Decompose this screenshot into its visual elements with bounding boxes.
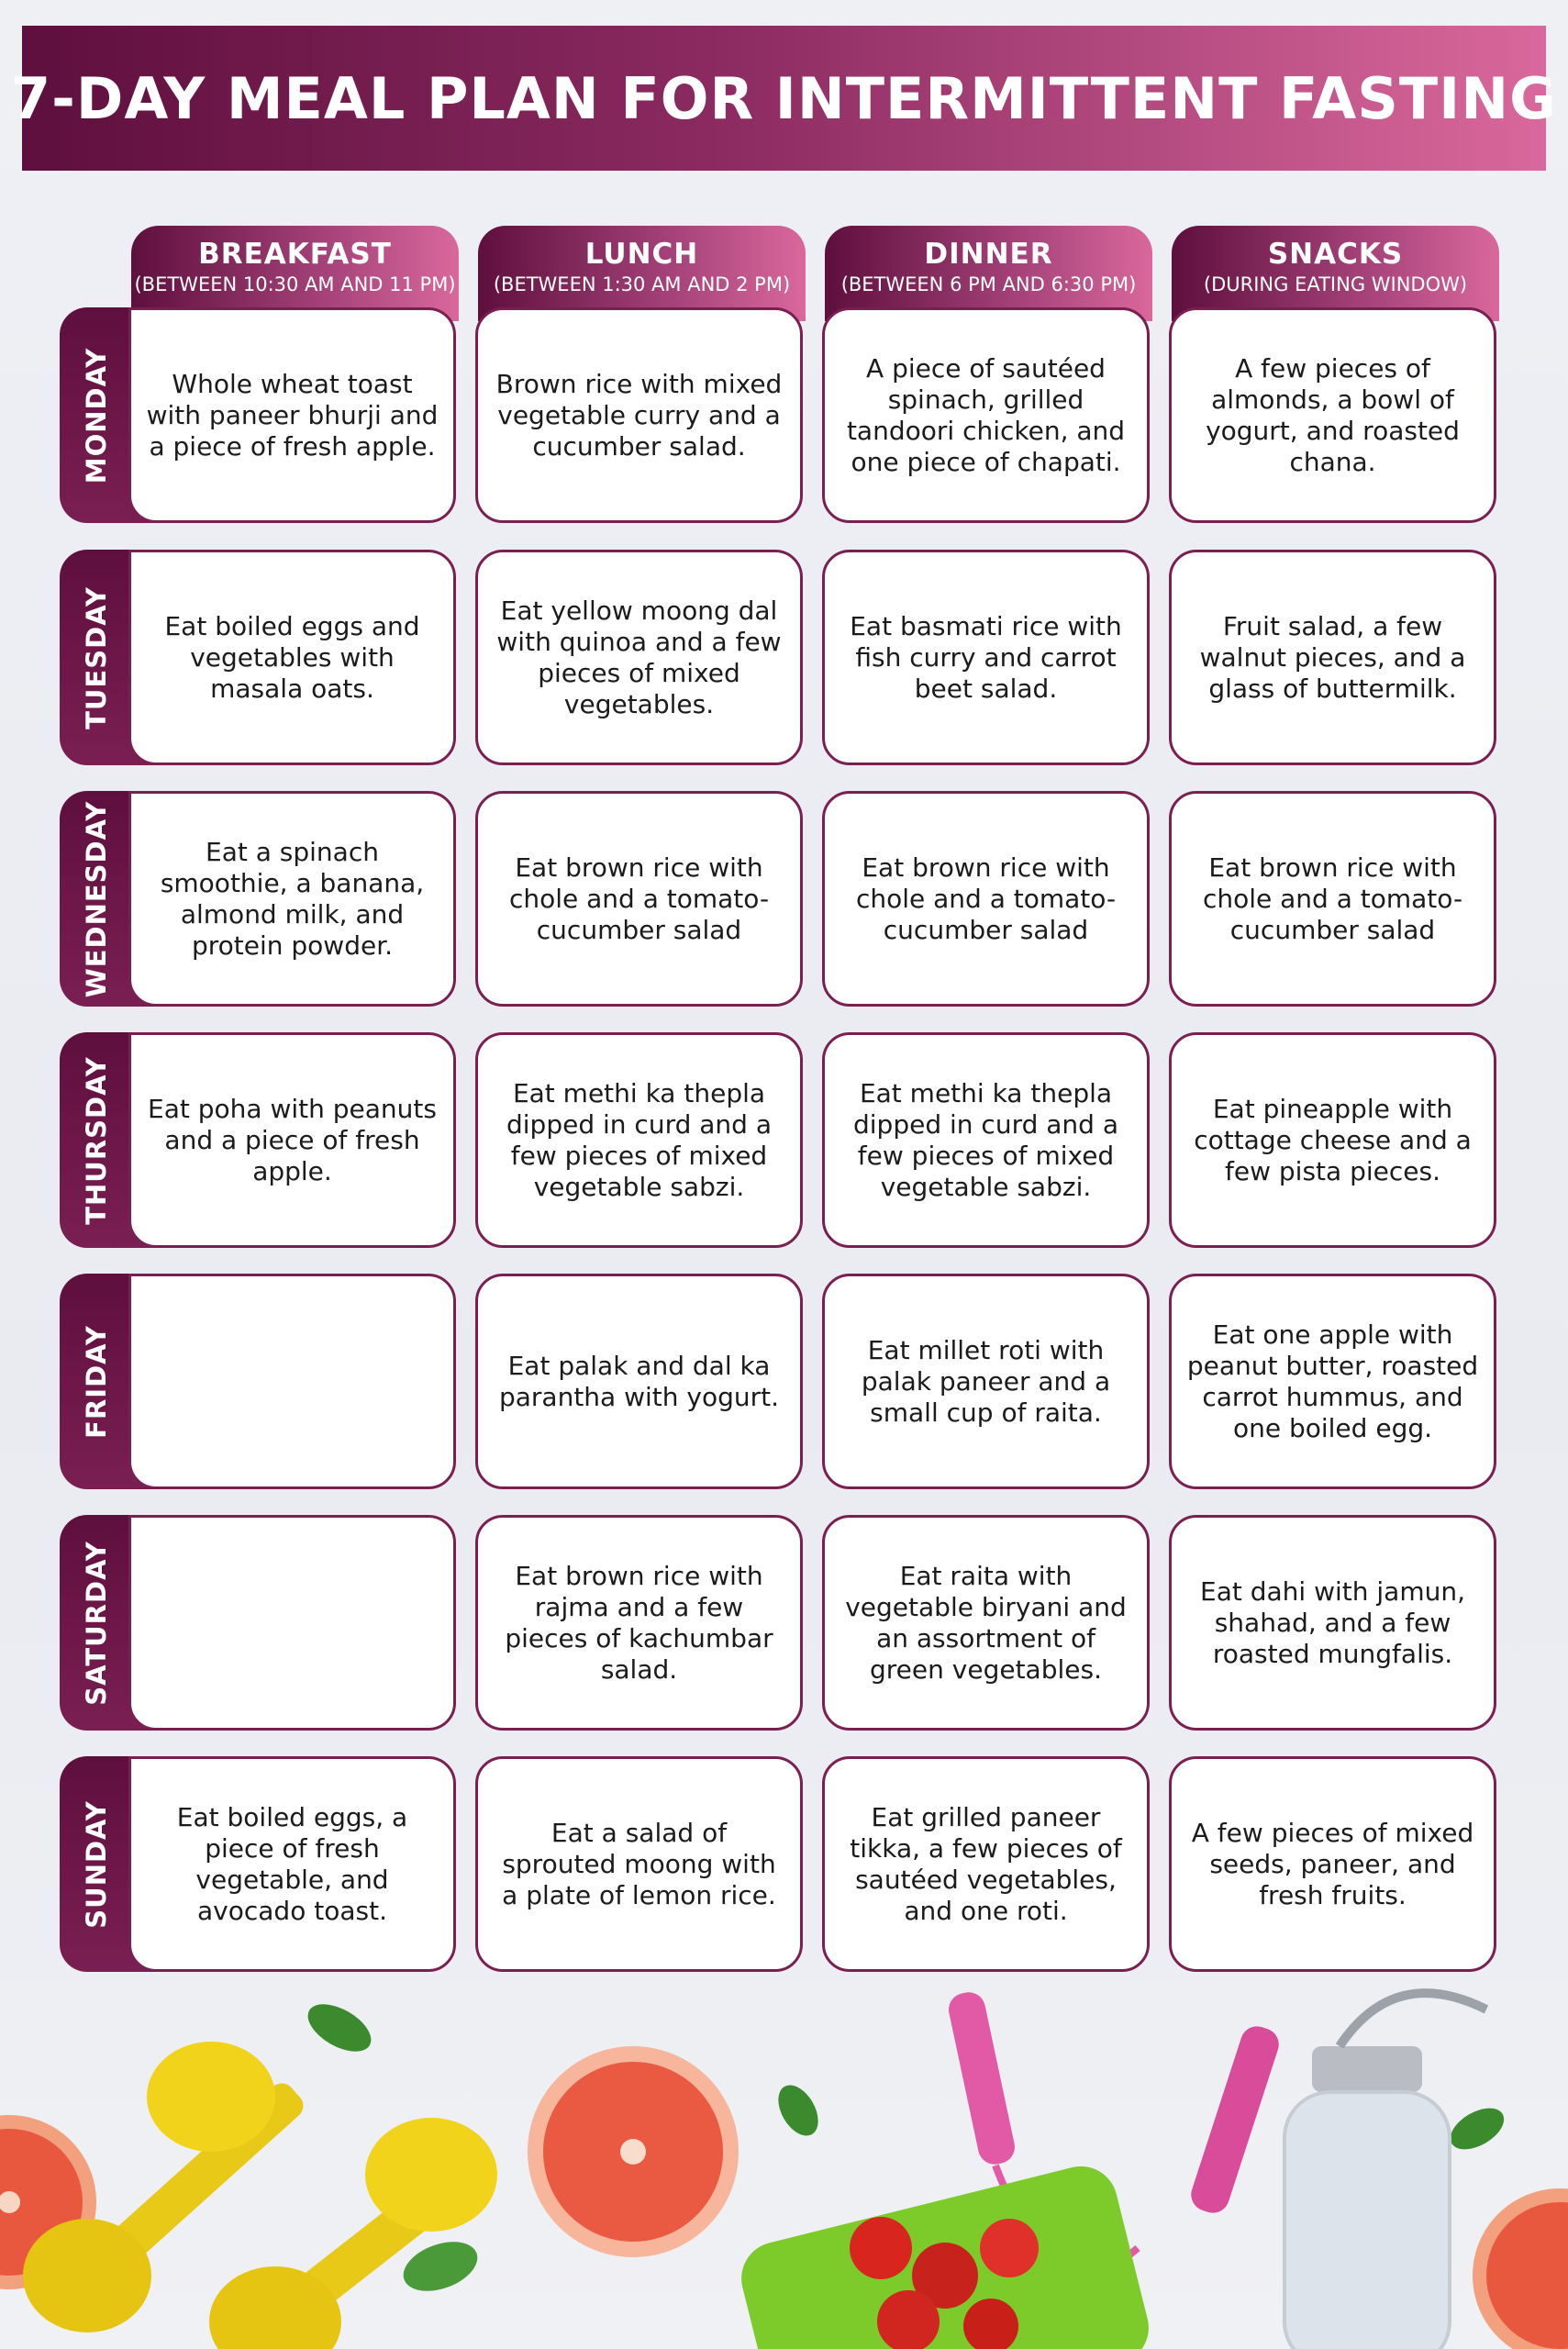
grapefruit-image (1473, 2188, 1568, 2349)
meal-cell-sunday-snacks: A few pieces of mixed seeds, paneer, and fresh fruits. (1169, 1756, 1496, 1972)
meal-cell-friday-dinner: Eat millet roti with palak paneer and a small cup of raita. (822, 1274, 1150, 1489)
day-name: TUESDAY (81, 585, 112, 729)
day-name: FRIDAY (81, 1324, 112, 1439)
meal-cell-tuesday-breakfast: Eat boiled eggs and vegetables with masala oats. (128, 550, 456, 765)
meal-cell-monday-breakfast: Whole wheat toast with paneer bhurji and a piece of fresh apple. (128, 307, 456, 523)
meal-cell-sunday-breakfast: Eat boiled eggs, a piece of fresh vegetable, and avocado toast. (128, 1756, 456, 1972)
meal-cell-thursday-snacks: Eat pineapple with cottage cheese and a few pista pieces. (1169, 1032, 1496, 1248)
column-subtitle: (BETWEEN 1:30 AM AND 2 PM) (493, 273, 791, 295)
meal-cell-monday-snacks: A few pieces of almonds, a bowl of yogurt, and roasted chana. (1169, 307, 1496, 523)
column-subtitle: (DURING EATING WINDOW) (1203, 273, 1468, 295)
meal-cell-wednesday-snacks: Eat brown rice with chole and a tomato-cucumber salad (1169, 791, 1496, 1007)
meal-cell-thursday-dinner: Eat methi ka thepla dipped in curd and a few pieces of mixed vegetable sabzi. (822, 1032, 1150, 1248)
day-name: MONDAY (81, 347, 112, 484)
column-title: DINNER (924, 238, 1053, 271)
meal-cell-saturday-dinner: Eat raita with vegetable biryani and an assortment of green vegetables. (822, 1515, 1150, 1731)
meal-cell-sunday-dinner: Eat grilled paneer tikka, a few pieces of sautéed vegetables, and one roti. (822, 1756, 1150, 1972)
meal-cell-saturday-lunch: Eat brown rice with rajma and a few pieces of kachumbar salad. (475, 1515, 803, 1731)
meal-cell-thursday-lunch: Eat methi ka thepla dipped in curd and a few pieces of mixed vegetable sabzi. (475, 1032, 803, 1248)
meal-cell-wednesday-lunch: Eat brown rice with chole and a tomato-cucumber salad (475, 791, 803, 1007)
meal-cell-saturday-breakfast (128, 1515, 456, 1731)
meal-cell-monday-dinner: A piece of sautéed spinach, grilled tandoori chicken, and one piece of chapati. (822, 307, 1150, 523)
column-title: BREAKFAST (198, 238, 392, 271)
meal-cell-friday-lunch: Eat palak and dal ka parantha with yogurt. (475, 1274, 803, 1489)
meal-cell-sunday-lunch: Eat a salad of sprouted moong with a plate of lemon rice. (475, 1756, 803, 1972)
meal-cell-saturday-snacks: Eat dahi with jamun, shahad, and a few roasted mungfalis. (1169, 1515, 1496, 1731)
meal-cell-tuesday-dinner: Eat basmati rice with fish curry and carrot beet salad. (822, 550, 1150, 765)
day-name: SATURDAY (81, 1540, 112, 1706)
day-name: THURSDAY (81, 1055, 112, 1225)
meal-cell-monday-lunch: Brown rice with mixed vegetable curry and a cucumber salad. (475, 307, 803, 523)
meal-cell-thursday-breakfast: Eat poha with peanuts and a piece of fresh apple. (128, 1032, 456, 1248)
meal-cell-friday-snacks: Eat one apple with peanut butter, roasted carrot hummus, and one boiled egg. (1169, 1274, 1496, 1489)
water-bottle-image (1284, 1993, 1486, 2349)
column-subtitle: (BETWEEN 10:30 AM AND 11 PM) (134, 273, 456, 295)
grapefruit-image (528, 2046, 739, 2257)
meal-cell-tuesday-lunch: Eat yellow moong dal with quinoa and a few pieces of mixed vegetables. (475, 550, 803, 765)
meal-cell-wednesday-dinner: Eat brown rice with chole and a tomato-cucumber salad (822, 791, 1150, 1007)
meal-cell-friday-breakfast (128, 1274, 456, 1489)
lunchbox-image (734, 2158, 1157, 2349)
food-illustration (0, 1973, 1568, 2349)
title-banner (10, 26, 1558, 171)
day-name: SUNDAY (81, 1799, 112, 1929)
column-title: SNACKS (1267, 238, 1404, 271)
meal-cell-tuesday-snacks: Fruit salad, a few walnut pieces, and a glass of buttermilk. (1169, 550, 1496, 765)
day-name: WEDNESDAY (81, 800, 112, 997)
meal-cell-wednesday-breakfast: Eat a spinach smoothie, a banana, almond milk, and protein powder. (128, 791, 456, 1007)
column-subtitle: (BETWEEN 6 PM AND 6:30 PM) (840, 273, 1137, 295)
page-title: 7-DAY MEAL PLAN FOR INTERMITTENT FASTING (10, 64, 1558, 132)
column-title: LUNCH (584, 238, 699, 271)
